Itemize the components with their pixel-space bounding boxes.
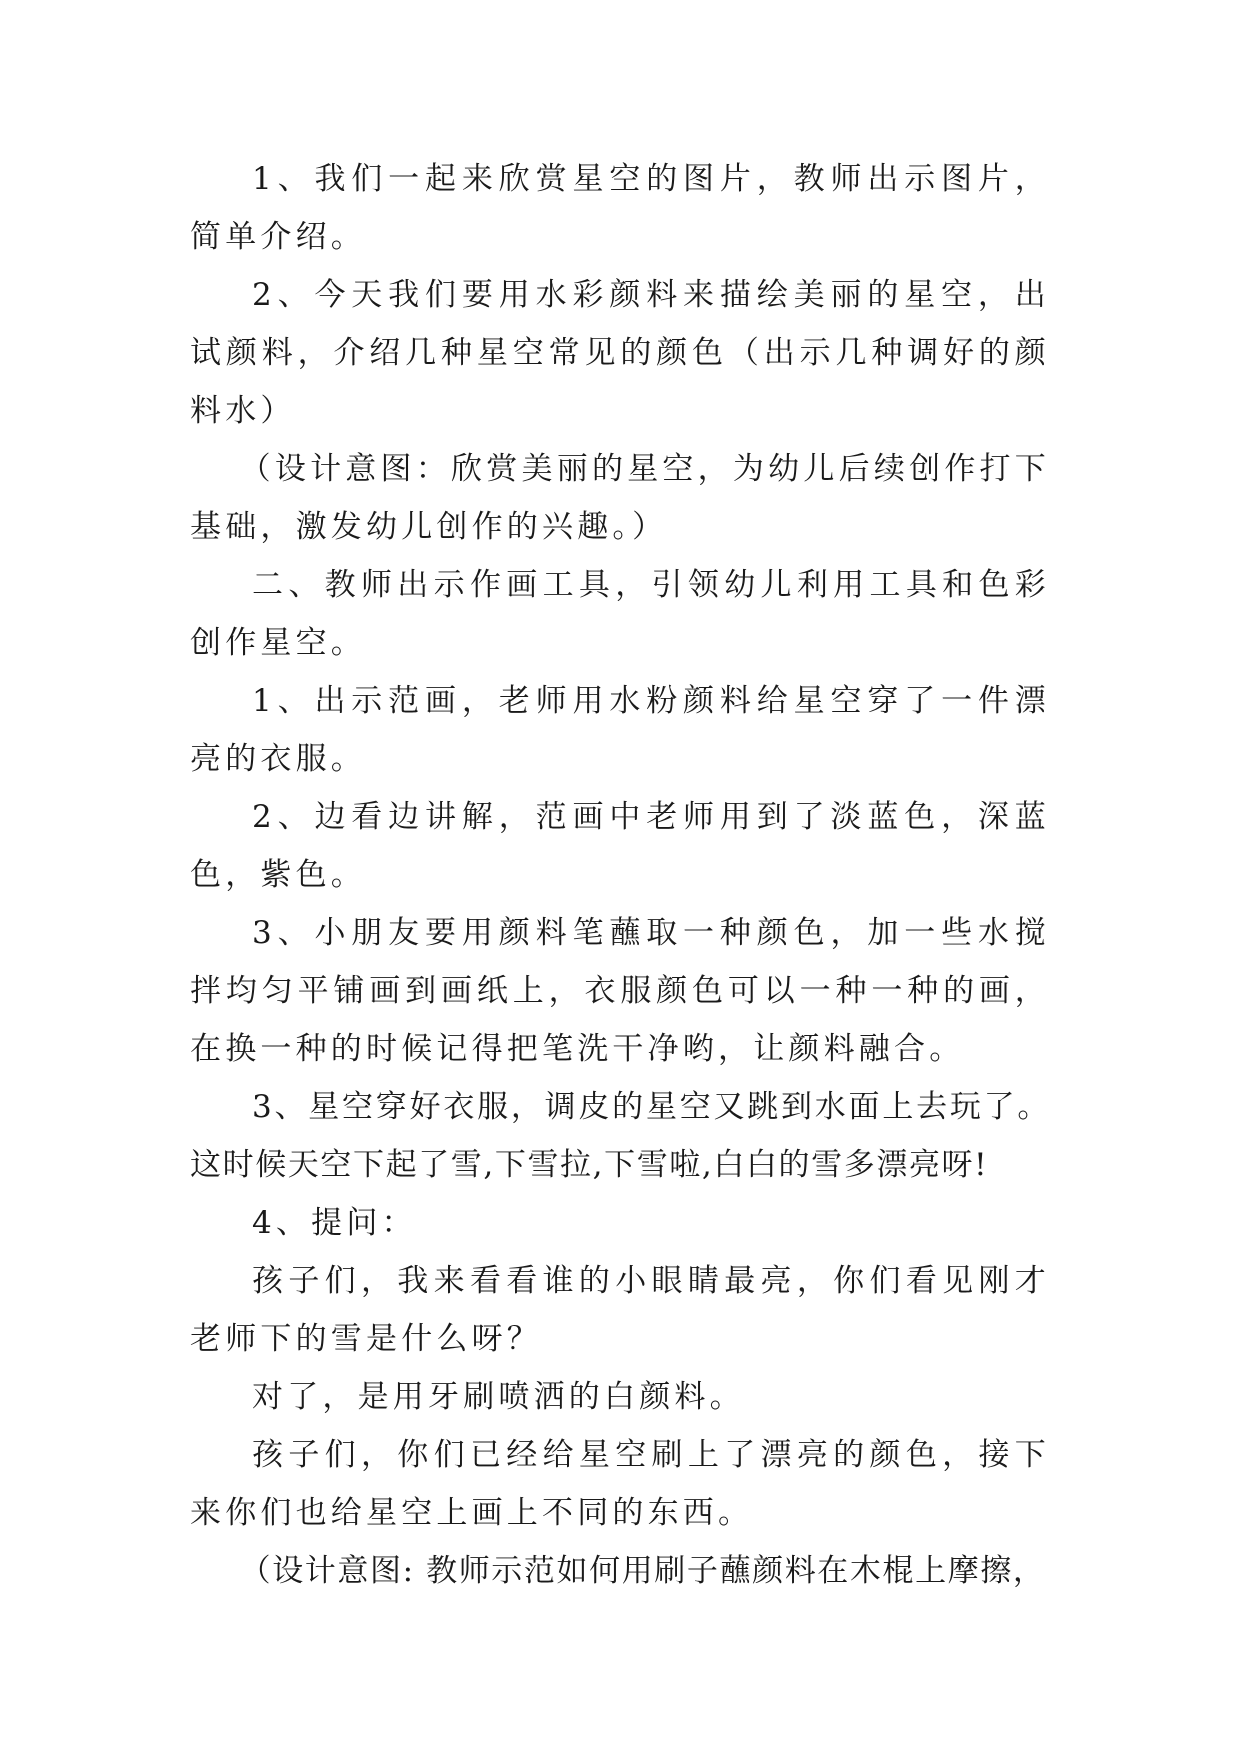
paragraph-watercolor-paints: 2、今天我们要用水彩颜料来描绘美丽的星空，出试颜料，介绍几种星空常见的颜色（出示几种调好的颜料水） [190,277,1050,429]
paragraph-section-two: 二、教师出示作画工具，引领幼儿利用工具和色彩创作星空。 [190,567,1050,661]
paragraph-snow: 3、星空穿好衣服，调皮的星空又跳到水面上去玩了。这时候天空下起了雪,下雪拉,下雪啦,白白的雪多漂亮呀! [190,1089,1050,1183]
paragraph-painting-steps: 3、小朋友要用颜料笔蘸取一种颜色，加一些水搅拌均匀平铺画到画纸上，衣服颜色可以一种一种的画，在换一种的时候记得把笔洗干净哟，让颜料融合。 [190,915,1050,1067]
paragraph-next-step: 孩子们，你们已经给星空刷上了漂亮的颜色，接下来你们也给星空上画上不同的东西。 [190,1437,1050,1531]
paragraph-explain-colors: 2、边看边讲解，范画中老师用到了淡蓝色，深蓝色，紫色。 [190,799,1050,893]
paragraph-answer: 对了，是用牙刷喷洒的白颜料。 [252,1379,745,1415]
paragraph-design-intent-2: （设计意图: 教师示范如何用刷子蘸颜料在木棍上摩擦， [239,1553,1046,1589]
paragraph-show-sample: 1、出示范画，老师用水粉颜料给星空穿了一件漂亮的衣服。 [190,683,1050,777]
document-body [190,150,1050,1600]
paragraph-design-intent-1: （设计意图：欣赏美丽的星空，为幼儿后续创作打下基础，激发幼儿创作的兴趣。） [190,451,1050,545]
paragraph-question: 孩子们，我来看看谁的小眼睛最亮，你们看见刚才老师下的雪是什么呀？ [190,1263,1050,1357]
paragraph-question-heading: 4、提问： [252,1205,417,1241]
paragraph-appreciate-starry-sky: 1、我们一起来欣赏星空的图片，教师出示图片，简单介绍。 [190,161,1050,255]
